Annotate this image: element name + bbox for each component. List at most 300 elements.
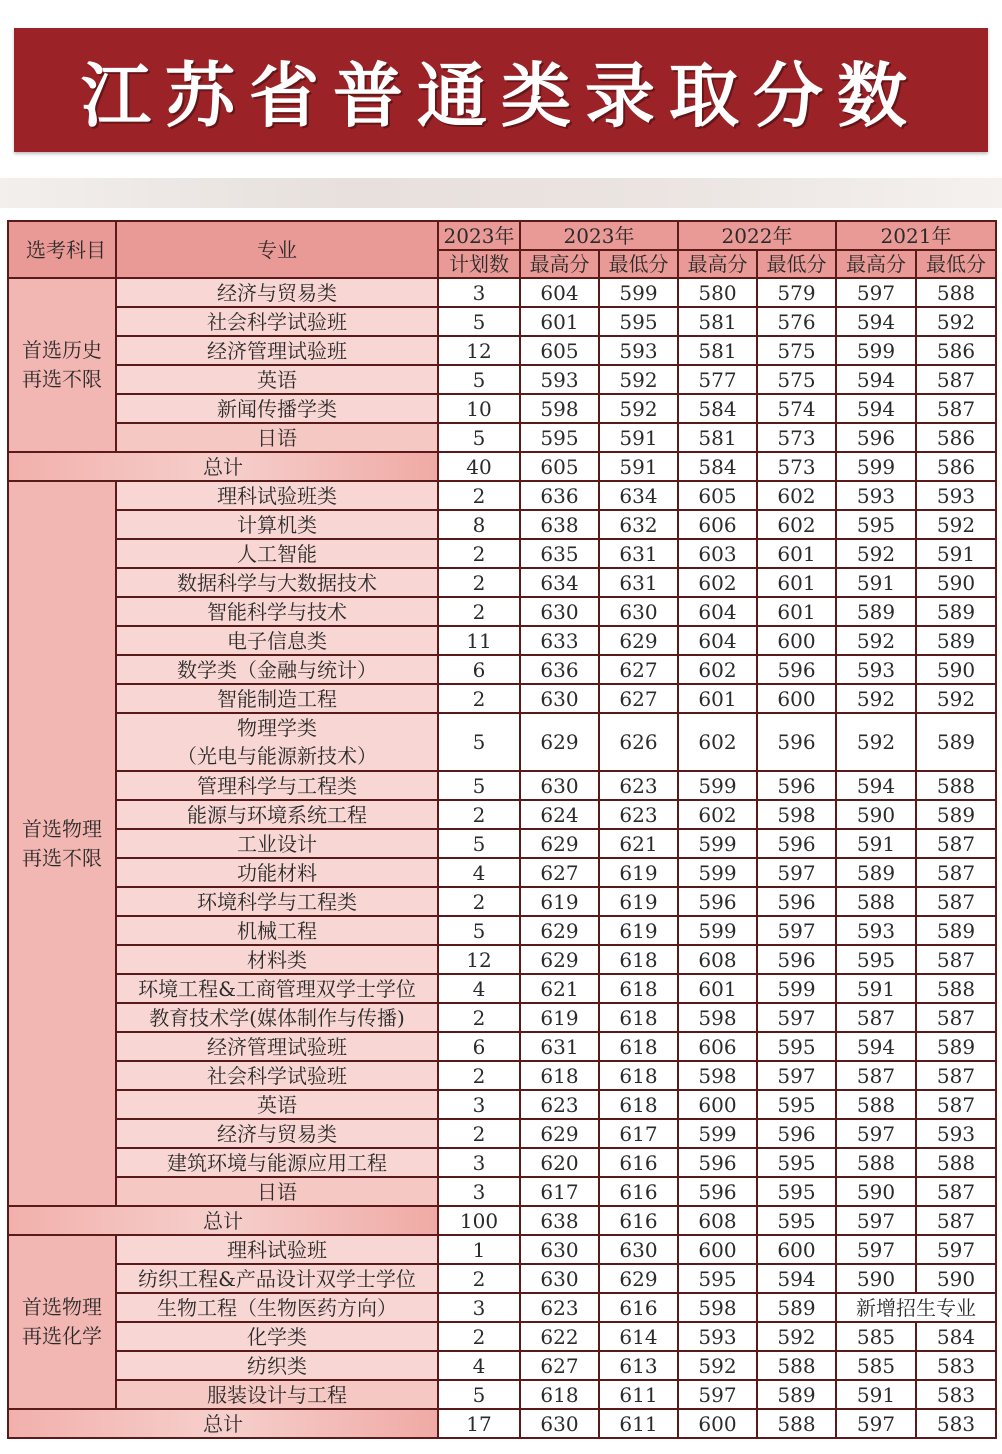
score-cell: 584	[916, 1322, 996, 1351]
score-cell: 601	[678, 974, 757, 1003]
score-cell: 636	[520, 655, 599, 684]
header-min: 最低分	[599, 250, 678, 278]
score-cell: 581	[678, 307, 757, 336]
header-plan-count: 计划数	[438, 250, 520, 278]
plan-count-cell: 3	[438, 1293, 520, 1322]
header-major: 专业	[116, 221, 438, 278]
total-score-cell: 597	[836, 1409, 916, 1438]
score-cell: 595	[678, 1264, 757, 1293]
table-row	[8, 655, 996, 684]
total-row	[8, 452, 996, 481]
plan-count-cell: 5	[438, 713, 520, 771]
score-cell: 600	[678, 1090, 757, 1119]
score-cell: 575	[757, 336, 836, 365]
score-cell: 587	[916, 829, 996, 858]
score-cell: 601	[757, 568, 836, 597]
score-cell: 616	[599, 1177, 678, 1206]
score-cell: 617	[599, 1119, 678, 1148]
score-cell: 618	[599, 1032, 678, 1061]
major-cell: 计算机类	[116, 510, 438, 539]
score-cell: 601	[678, 684, 757, 713]
table-row	[8, 481, 996, 510]
score-cell: 629	[520, 1119, 599, 1148]
score-cell: 620	[520, 1148, 599, 1177]
score-cell: 587	[916, 887, 996, 916]
header-year-2021: 2021年	[836, 221, 996, 250]
plan-count-cell: 2	[438, 1061, 520, 1090]
major-cell: 智能科学与技术	[116, 597, 438, 626]
new-major-note: 新增招生专业	[836, 1293, 996, 1322]
score-cell: 626	[599, 713, 678, 771]
subject-group-cell: 首选历史 再选不限	[8, 278, 116, 452]
score-cell: 599	[678, 1119, 757, 1148]
score-cell: 596	[836, 423, 916, 452]
plan-count-cell: 3	[438, 1148, 520, 1177]
major-cell: 能源与环境系统工程	[116, 800, 438, 829]
score-cell: 596	[678, 1148, 757, 1177]
major-cell: 服装设计与工程	[116, 1380, 438, 1409]
score-cell: 592	[599, 365, 678, 394]
admission-scores-table	[7, 220, 997, 1439]
header-year-2022: 2022年	[678, 221, 836, 250]
table-row	[8, 1177, 996, 1206]
score-cell: 593	[916, 481, 996, 510]
score-cell: 606	[678, 1032, 757, 1061]
score-cell: 630	[599, 1235, 678, 1264]
score-cell: 593	[836, 916, 916, 945]
score-cell: 598	[678, 1061, 757, 1090]
total-score-cell: 591	[599, 452, 678, 481]
score-cell: 596	[757, 829, 836, 858]
score-cell: 583	[916, 1351, 996, 1380]
score-cell: 594	[836, 307, 916, 336]
plan-count-cell: 2	[438, 539, 520, 568]
score-cell: 623	[599, 771, 678, 800]
table-row	[8, 887, 996, 916]
plan-count-cell: 10	[438, 394, 520, 423]
score-cell: 594	[836, 1032, 916, 1061]
score-cell: 597	[836, 278, 916, 307]
score-cell: 592	[757, 1322, 836, 1351]
score-cell: 597	[678, 1380, 757, 1409]
plan-count-cell: 2	[438, 1119, 520, 1148]
score-cell: 596	[678, 887, 757, 916]
major-cell: 社会科学试验班	[116, 307, 438, 336]
score-cell: 601	[757, 597, 836, 626]
score-cell: 589	[916, 916, 996, 945]
score-cell: 592	[916, 684, 996, 713]
score-cell: 593	[520, 365, 599, 394]
total-score-cell: 595	[757, 1206, 836, 1235]
plan-count-cell: 6	[438, 1032, 520, 1061]
score-cell: 587	[916, 945, 996, 974]
score-cell: 599	[678, 771, 757, 800]
table-row	[8, 1380, 996, 1409]
score-cell: 597	[757, 916, 836, 945]
major-name-note: （光电与能源新技术）	[177, 744, 377, 768]
table-row	[8, 829, 996, 858]
score-cell: 604	[678, 597, 757, 626]
major-cell: 生物工程（生物医药方向）	[116, 1293, 438, 1322]
score-cell: 581	[678, 423, 757, 452]
score-cell: 590	[836, 1264, 916, 1293]
score-cell: 602	[678, 568, 757, 597]
score-cell: 597	[836, 1235, 916, 1264]
page-title: 江苏省普通类录取分数	[81, 54, 921, 137]
score-cell: 629	[599, 1264, 678, 1293]
score-cell: 585	[836, 1351, 916, 1380]
score-cell: 602	[678, 713, 757, 771]
total-score-cell: 611	[599, 1409, 678, 1438]
score-cell: 600	[757, 684, 836, 713]
score-cell: 595	[757, 1177, 836, 1206]
total-score-cell: 630	[520, 1409, 599, 1438]
score-cell: 588	[916, 278, 996, 307]
score-cell: 630	[520, 771, 599, 800]
score-cell: 599	[836, 336, 916, 365]
score-cell: 622	[520, 1322, 599, 1351]
total-score-cell: 616	[599, 1206, 678, 1235]
score-cell: 619	[599, 887, 678, 916]
table-row	[8, 1148, 996, 1177]
table-row	[8, 597, 996, 626]
total-score-cell: 605	[520, 452, 599, 481]
score-cell: 598	[520, 394, 599, 423]
decorative-divider	[0, 178, 1002, 208]
major-cell: 经济管理试验班	[116, 1032, 438, 1061]
score-cell: 593	[599, 336, 678, 365]
score-cell: 611	[599, 1380, 678, 1409]
score-cell: 588	[836, 1148, 916, 1177]
major-cell: 新闻传播学类	[116, 394, 438, 423]
table-row	[8, 945, 996, 974]
score-cell: 573	[757, 423, 836, 452]
major-cell: 纺织工程&产品设计双学士学位	[116, 1264, 438, 1293]
table-row	[8, 771, 996, 800]
score-cell: 589	[836, 858, 916, 887]
header-min: 最低分	[916, 250, 996, 278]
score-cell: 618	[520, 1061, 599, 1090]
table-row	[8, 1322, 996, 1351]
score-cell: 629	[520, 713, 599, 771]
table-row	[8, 307, 996, 336]
total-row	[8, 1409, 996, 1438]
score-cell: 593	[836, 481, 916, 510]
score-cell: 574	[757, 394, 836, 423]
score-cell: 595	[599, 307, 678, 336]
title-banner	[14, 28, 988, 152]
plan-count-cell: 5	[438, 423, 520, 452]
score-cell: 588	[757, 1351, 836, 1380]
major-cell: 材料类	[116, 945, 438, 974]
major-cell: 经济管理试验班	[116, 336, 438, 365]
score-cell: 580	[678, 278, 757, 307]
major-cell	[116, 713, 438, 771]
major-cell: 教育技术学(媒体制作与传播)	[116, 1003, 438, 1032]
table-row	[8, 568, 996, 597]
plan-count-cell: 4	[438, 974, 520, 1003]
score-cell: 618	[520, 1380, 599, 1409]
score-cell: 596	[757, 945, 836, 974]
score-cell: 630	[520, 684, 599, 713]
total-label: 总计	[8, 452, 438, 481]
total-label: 总计	[8, 1409, 438, 1438]
score-cell: 592	[599, 394, 678, 423]
score-cell: 631	[520, 1032, 599, 1061]
score-cell: 618	[599, 1061, 678, 1090]
score-cell: 589	[836, 597, 916, 626]
plan-count-cell: 6	[438, 655, 520, 684]
header-max: 最高分	[520, 250, 599, 278]
score-cell: 599	[678, 858, 757, 887]
score-cell: 597	[836, 1119, 916, 1148]
table-row	[8, 510, 996, 539]
score-cell: 629	[520, 945, 599, 974]
subject-group-cell: 首选物理 再选化学	[8, 1235, 116, 1409]
score-cell: 592	[916, 510, 996, 539]
major-cell: 电子信息类	[116, 626, 438, 655]
score-cell: 630	[520, 597, 599, 626]
score-cell: 579	[757, 278, 836, 307]
plan-count-cell: 2	[438, 597, 520, 626]
total-score-cell: 599	[836, 452, 916, 481]
table-row	[8, 916, 996, 945]
major-cell: 数据科学与大数据技术	[116, 568, 438, 597]
plan-count-cell: 2	[438, 1322, 520, 1351]
plan-count-cell: 2	[438, 1264, 520, 1293]
score-cell: 604	[678, 626, 757, 655]
score-cell: 594	[757, 1264, 836, 1293]
score-cell: 591	[836, 568, 916, 597]
score-cell: 592	[836, 539, 916, 568]
plan-count-cell: 5	[438, 916, 520, 945]
score-cell: 592	[836, 684, 916, 713]
major-cell: 工业设计	[116, 829, 438, 858]
table-row	[8, 713, 996, 771]
major-cell: 管理科学与工程类	[116, 771, 438, 800]
major-cell: 智能制造工程	[116, 684, 438, 713]
major-cell: 环境工程&工商管理双学士学位	[116, 974, 438, 1003]
plan-count-cell: 3	[438, 1177, 520, 1206]
total-plan-cell: 17	[438, 1409, 520, 1438]
score-cell: 587	[916, 1061, 996, 1090]
score-cell: 602	[757, 510, 836, 539]
total-row	[8, 1206, 996, 1235]
score-cell: 592	[678, 1351, 757, 1380]
total-plan-cell: 40	[438, 452, 520, 481]
score-cell: 600	[757, 1235, 836, 1264]
major-cell: 社会科学试验班	[116, 1061, 438, 1090]
header-subject: 选考科目	[8, 221, 116, 278]
score-cell: 608	[678, 945, 757, 974]
major-cell: 英语	[116, 365, 438, 394]
major-cell: 理科试验班类	[116, 481, 438, 510]
score-cell: 594	[836, 394, 916, 423]
score-cell: 600	[678, 1235, 757, 1264]
score-cell: 597	[916, 1235, 996, 1264]
score-cell: 596	[757, 713, 836, 771]
score-cell: 595	[757, 1032, 836, 1061]
score-cell: 614	[599, 1322, 678, 1351]
score-cell: 589	[916, 713, 996, 771]
table-row	[8, 1032, 996, 1061]
table-row	[8, 626, 996, 655]
score-cell: 575	[757, 365, 836, 394]
total-score-cell: 573	[757, 452, 836, 481]
score-cell: 623	[520, 1090, 599, 1119]
score-cell: 629	[520, 916, 599, 945]
major-cell: 化学类	[116, 1322, 438, 1351]
score-cell: 613	[599, 1351, 678, 1380]
score-cell: 602	[678, 655, 757, 684]
score-cell: 589	[916, 597, 996, 626]
score-cell: 592	[836, 626, 916, 655]
score-cell: 589	[757, 1293, 836, 1322]
plan-count-cell: 2	[438, 684, 520, 713]
score-cell: 631	[599, 568, 678, 597]
major-cell: 建筑环境与能源应用工程	[116, 1148, 438, 1177]
table-row	[8, 1293, 996, 1322]
total-score-cell: 588	[757, 1409, 836, 1438]
header-min: 最低分	[757, 250, 836, 278]
score-cell: 601	[520, 307, 599, 336]
plan-count-cell: 2	[438, 887, 520, 916]
score-cell: 638	[520, 510, 599, 539]
total-score-cell: 600	[678, 1409, 757, 1438]
table-row	[8, 1003, 996, 1032]
major-cell: 纺织类	[116, 1351, 438, 1380]
score-cell: 584	[678, 394, 757, 423]
table-row	[8, 974, 996, 1003]
table-body	[8, 278, 996, 1438]
score-cell: 595	[757, 1148, 836, 1177]
plan-count-cell: 1	[438, 1235, 520, 1264]
score-cell: 605	[678, 481, 757, 510]
total-score-cell: 583	[916, 1409, 996, 1438]
table-row	[8, 858, 996, 887]
score-cell: 630	[520, 1264, 599, 1293]
major-cell: 环境科学与工程类	[116, 887, 438, 916]
score-cell: 586	[916, 336, 996, 365]
plan-count-cell: 12	[438, 336, 520, 365]
score-cell: 594	[836, 365, 916, 394]
table-row	[8, 1235, 996, 1264]
table-row	[8, 336, 996, 365]
major-cell: 机械工程	[116, 916, 438, 945]
score-cell: 599	[599, 278, 678, 307]
subject-group-cell: 首选物理 再选不限	[8, 481, 116, 1206]
score-cell: 591	[916, 539, 996, 568]
plan-count-cell: 3	[438, 278, 520, 307]
plan-count-cell: 12	[438, 945, 520, 974]
score-cell: 583	[916, 1380, 996, 1409]
score-cell: 592	[916, 307, 996, 336]
major-cell: 经济与贸易类	[116, 1119, 438, 1148]
score-cell: 605	[520, 336, 599, 365]
plan-count-cell: 4	[438, 1351, 520, 1380]
plan-count-cell: 2	[438, 1003, 520, 1032]
score-cell: 595	[836, 945, 916, 974]
table-row	[8, 1351, 996, 1380]
header-max: 最高分	[836, 250, 916, 278]
score-cell: 588	[916, 974, 996, 1003]
score-cell: 629	[520, 829, 599, 858]
score-cell: 597	[757, 1003, 836, 1032]
major-cell: 日语	[116, 423, 438, 452]
score-cell: 595	[757, 1090, 836, 1119]
major-cell: 人工智能	[116, 539, 438, 568]
score-cell: 589	[757, 1380, 836, 1409]
score-cell: 618	[599, 945, 678, 974]
score-cell: 588	[916, 771, 996, 800]
score-cell: 631	[599, 539, 678, 568]
score-cell: 587	[916, 1003, 996, 1032]
score-cell: 623	[599, 800, 678, 829]
score-cell: 618	[599, 1003, 678, 1032]
total-score-cell: 587	[916, 1206, 996, 1235]
table-row	[8, 1090, 996, 1119]
score-cell: 599	[757, 974, 836, 1003]
total-score-cell: 597	[836, 1206, 916, 1235]
table-row	[8, 365, 996, 394]
score-cell: 591	[599, 423, 678, 452]
score-cell: 634	[599, 481, 678, 510]
score-cell: 597	[757, 858, 836, 887]
score-cell: 596	[757, 655, 836, 684]
score-cell: 588	[836, 1090, 916, 1119]
header-max: 最高分	[678, 250, 757, 278]
score-cell: 587	[836, 1003, 916, 1032]
score-cell: 603	[678, 539, 757, 568]
score-cell: 581	[678, 336, 757, 365]
score-cell: 590	[836, 1177, 916, 1206]
score-cell: 619	[599, 916, 678, 945]
major-cell: 功能材料	[116, 858, 438, 887]
score-cell: 618	[599, 1090, 678, 1119]
plan-count-cell: 2	[438, 800, 520, 829]
score-cell: 635	[520, 539, 599, 568]
score-cell: 616	[599, 1148, 678, 1177]
score-cell: 600	[757, 626, 836, 655]
score-cell: 589	[916, 626, 996, 655]
score-cell: 621	[599, 829, 678, 858]
score-cell: 598	[678, 1293, 757, 1322]
score-cell: 618	[599, 974, 678, 1003]
score-cell: 634	[520, 568, 599, 597]
score-cell: 619	[520, 887, 599, 916]
score-cell: 630	[520, 1235, 599, 1264]
score-cell: 596	[757, 887, 836, 916]
total-score-cell: 584	[678, 452, 757, 481]
score-cell: 604	[520, 278, 599, 307]
score-cell: 627	[599, 655, 678, 684]
score-cell: 592	[836, 713, 916, 771]
total-plan-cell: 100	[438, 1206, 520, 1235]
score-cell: 598	[678, 1003, 757, 1032]
score-cell: 627	[520, 1351, 599, 1380]
score-cell: 633	[520, 626, 599, 655]
score-cell: 587	[916, 1090, 996, 1119]
score-cell: 588	[916, 1148, 996, 1177]
score-cell: 589	[916, 1032, 996, 1061]
table-row	[8, 423, 996, 452]
major-name: 物理学类	[237, 716, 317, 740]
score-cell: 591	[836, 1380, 916, 1409]
score-cell: 606	[678, 510, 757, 539]
table-row	[8, 278, 996, 307]
score-cell: 593	[916, 1119, 996, 1148]
score-cell: 602	[678, 800, 757, 829]
